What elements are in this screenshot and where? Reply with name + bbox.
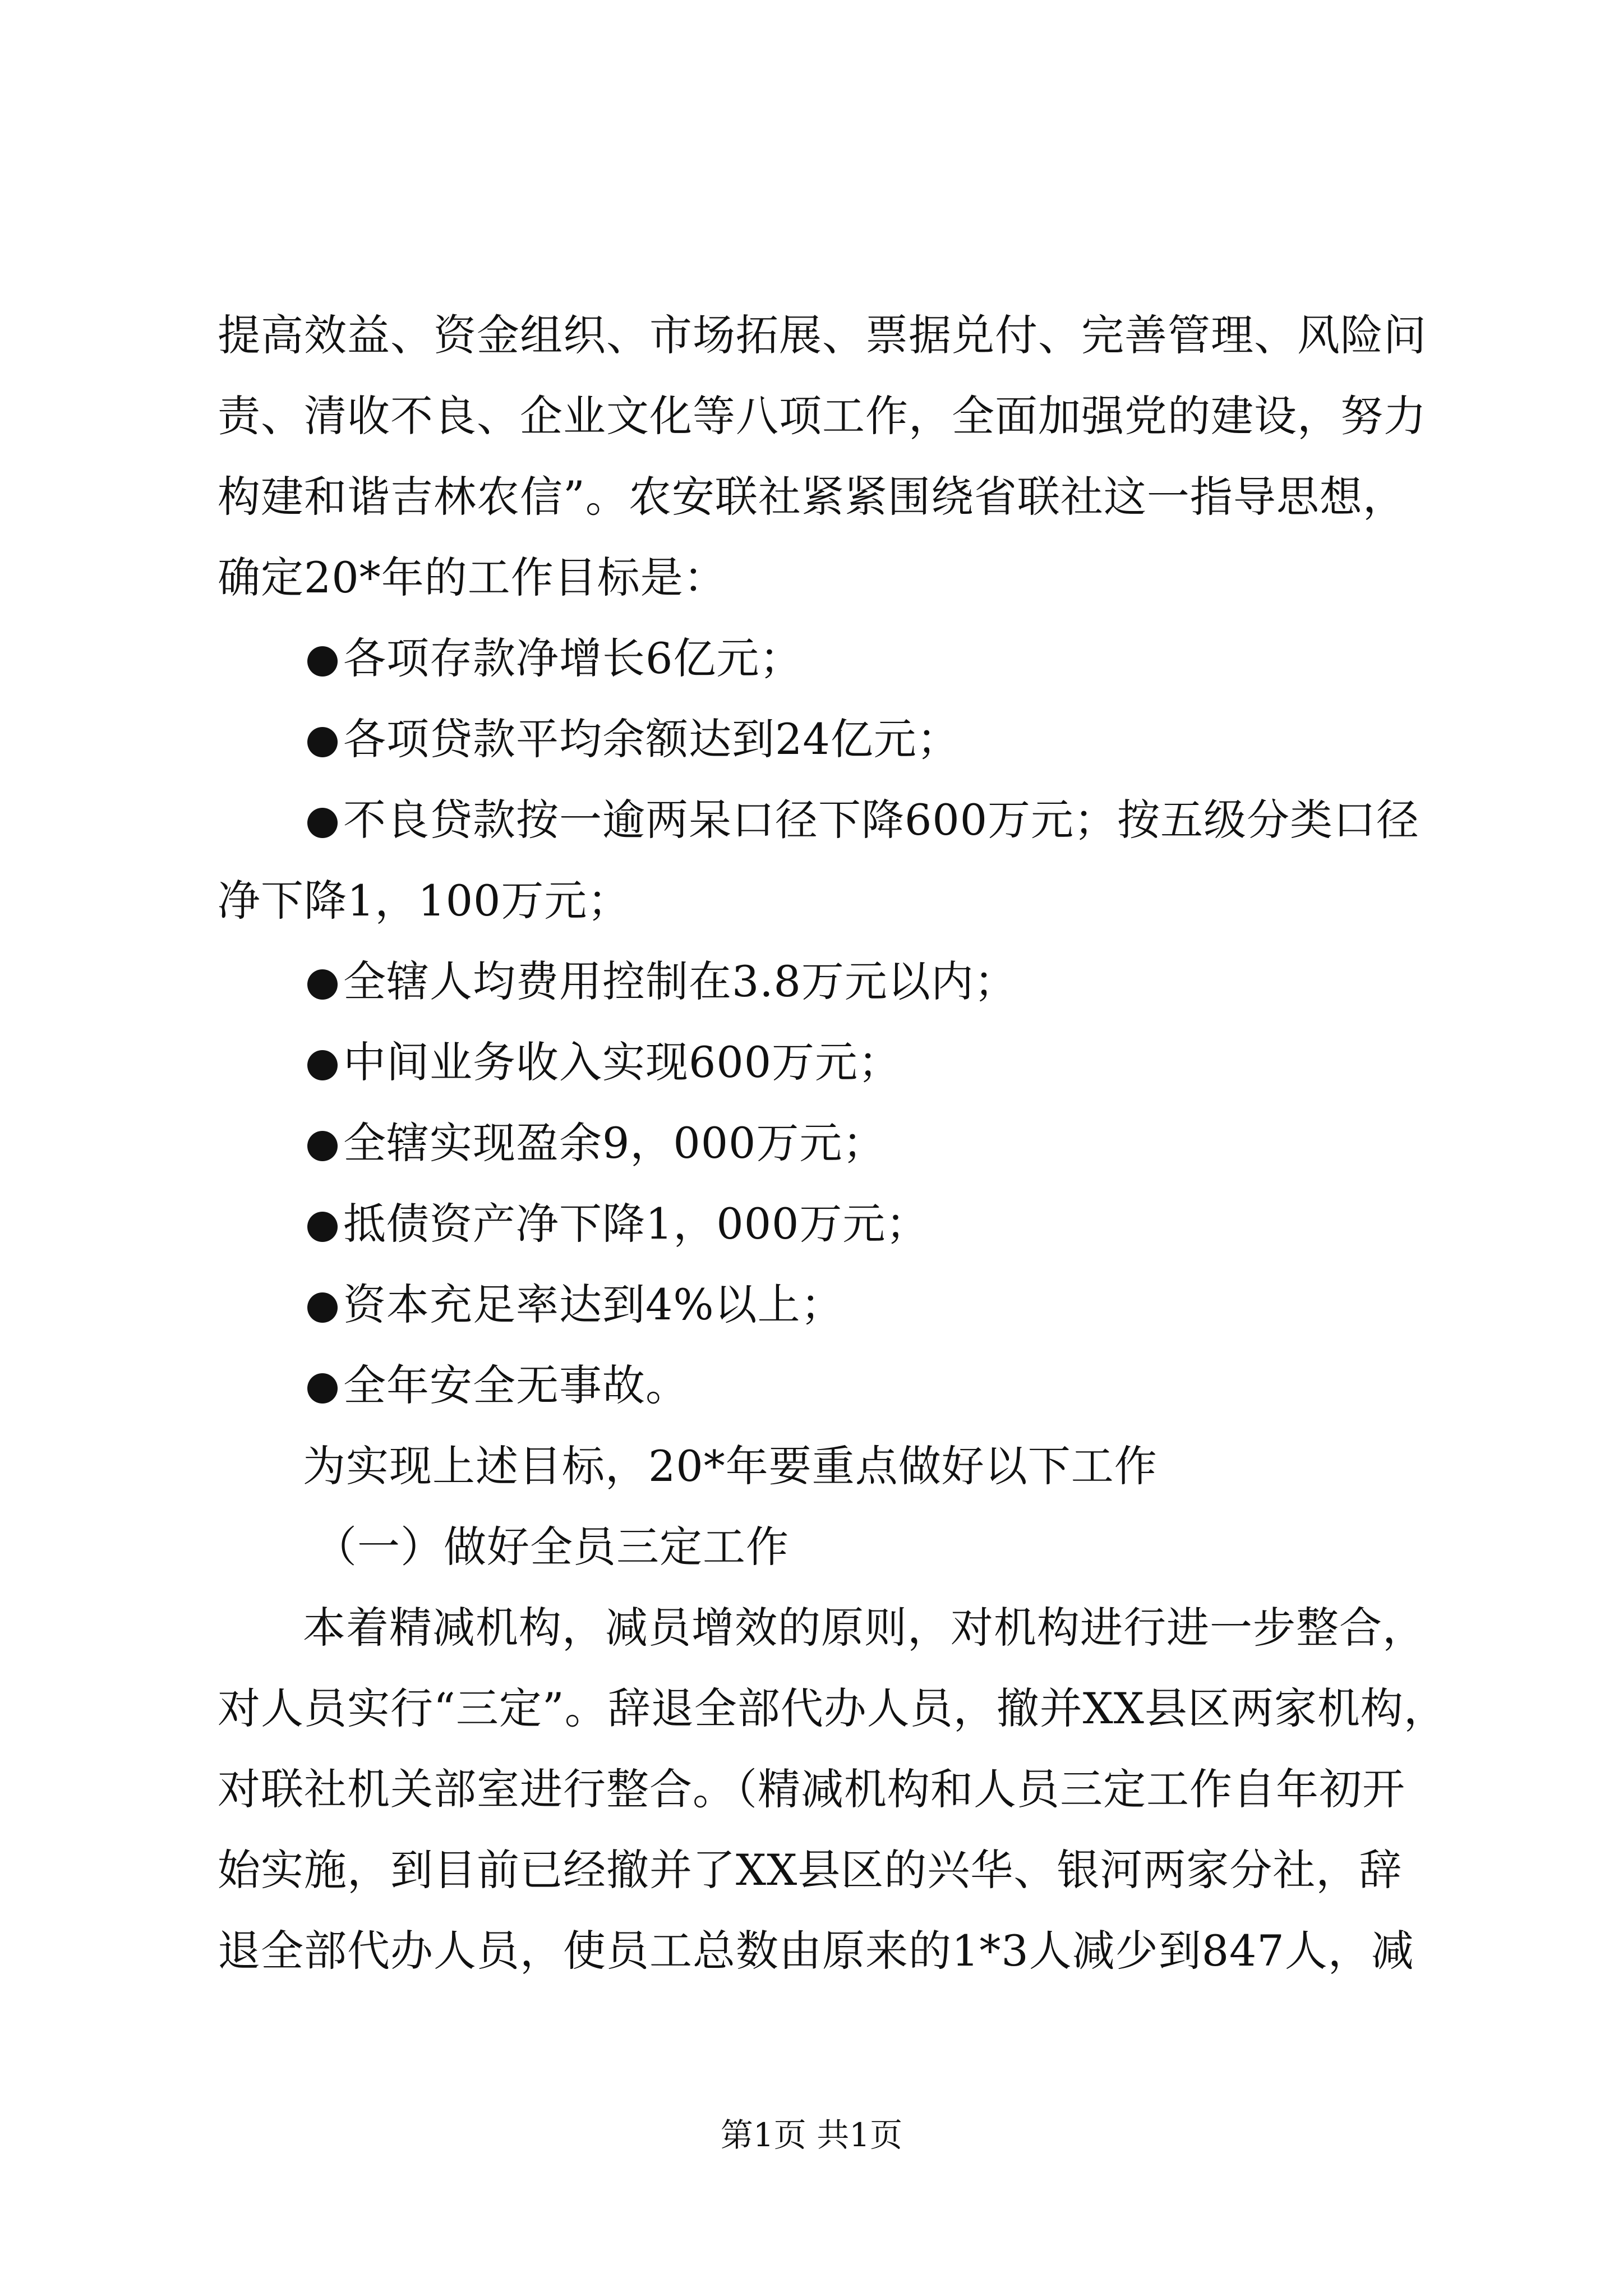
goal-item-deposits	[307, 631, 803, 687]
bullet-icon	[307, 969, 338, 1000]
goal-item-bad-loans	[307, 792, 1419, 848]
section-body-line-5: 退全部代办人员，使员工总数由原来的1*3人减少到847人，减	[218, 1926, 1414, 1976]
bullet-icon	[307, 1131, 338, 1161]
intro-line-3: 构建和谐吉林农信”。农安联社紧紧围绕省联社这一指导思想，	[218, 472, 1406, 522]
goal-item-safety	[307, 1358, 689, 1414]
goal-item-foreclosed-assets	[307, 1196, 929, 1252]
transition-sentence: 为实现上述目标，20*年要重点做好以下工作	[303, 1441, 1158, 1491]
bullet-icon	[307, 1292, 338, 1323]
section-body-line-1: 本着精减机构，减员增效的原则，对机构进行进一步整合，	[303, 1603, 1426, 1653]
goal-text: 中间业务收入实现600万元；	[343, 1037, 902, 1087]
section-body-line-3: 对联社机关部室进行整合。（精减机构和人员三定工作自年初开	[218, 1764, 1405, 1814]
bullet-icon	[307, 727, 338, 757]
goal-item-bad-loans-continued: 净下降1，100万元；	[218, 876, 631, 926]
goal-text: 全辖实现盈余9，000万元；	[343, 1118, 886, 1168]
section-heading: （一）做好全员三定工作	[314, 1522, 789, 1572]
section-body-line-2: 对人员实行“三定”。辞退全部代办人员，撤并XX县区两家机构，	[218, 1683, 1447, 1733]
goal-text: 各项贷款平均余额达到24亿元；	[343, 714, 960, 764]
goal-item-intermediary-income	[307, 1034, 901, 1091]
bullet-icon	[307, 1050, 338, 1080]
bullet-icon	[307, 1212, 338, 1242]
goal-text: 全年安全无事故。	[343, 1360, 689, 1410]
goal-text: 全辖人均费用控制在3.8万元以内；	[343, 956, 1017, 1006]
goal-text: 各项存款净增长6亿元；	[343, 633, 803, 683]
intro-line-4: 确定20*年的工作目标是：	[218, 553, 727, 602]
goal-item-capital-adequacy	[307, 1277, 844, 1333]
intro-line-1: 提高效益、资金组织、市场拓展、票据兑付、完善管理、风险问	[218, 310, 1427, 360]
bullet-icon	[307, 1373, 338, 1404]
goal-text: 资本充足率达到4%以上；	[343, 1280, 844, 1329]
bullet-icon	[307, 808, 338, 838]
goal-item-expenses	[307, 954, 1017, 1010]
intro-line-2: 责、清收不良、企业文化等八项工作，全面加强党的建设，努力	[218, 391, 1427, 441]
section-body-line-4: 始实施，到目前已经撤并了XX县区的兴华、银河两家分社，辞	[218, 1845, 1403, 1895]
page-footer: 第1页 共1页	[720, 2116, 903, 2154]
goal-text: 不良贷款按一逾两呆口径下降600万元；按五级分类口径	[343, 795, 1420, 845]
goal-item-surplus	[307, 1115, 886, 1171]
bullet-icon	[307, 646, 338, 677]
goal-text: 抵债资产净下降1，000万元；	[343, 1199, 929, 1249]
goal-item-loans	[307, 711, 960, 767]
